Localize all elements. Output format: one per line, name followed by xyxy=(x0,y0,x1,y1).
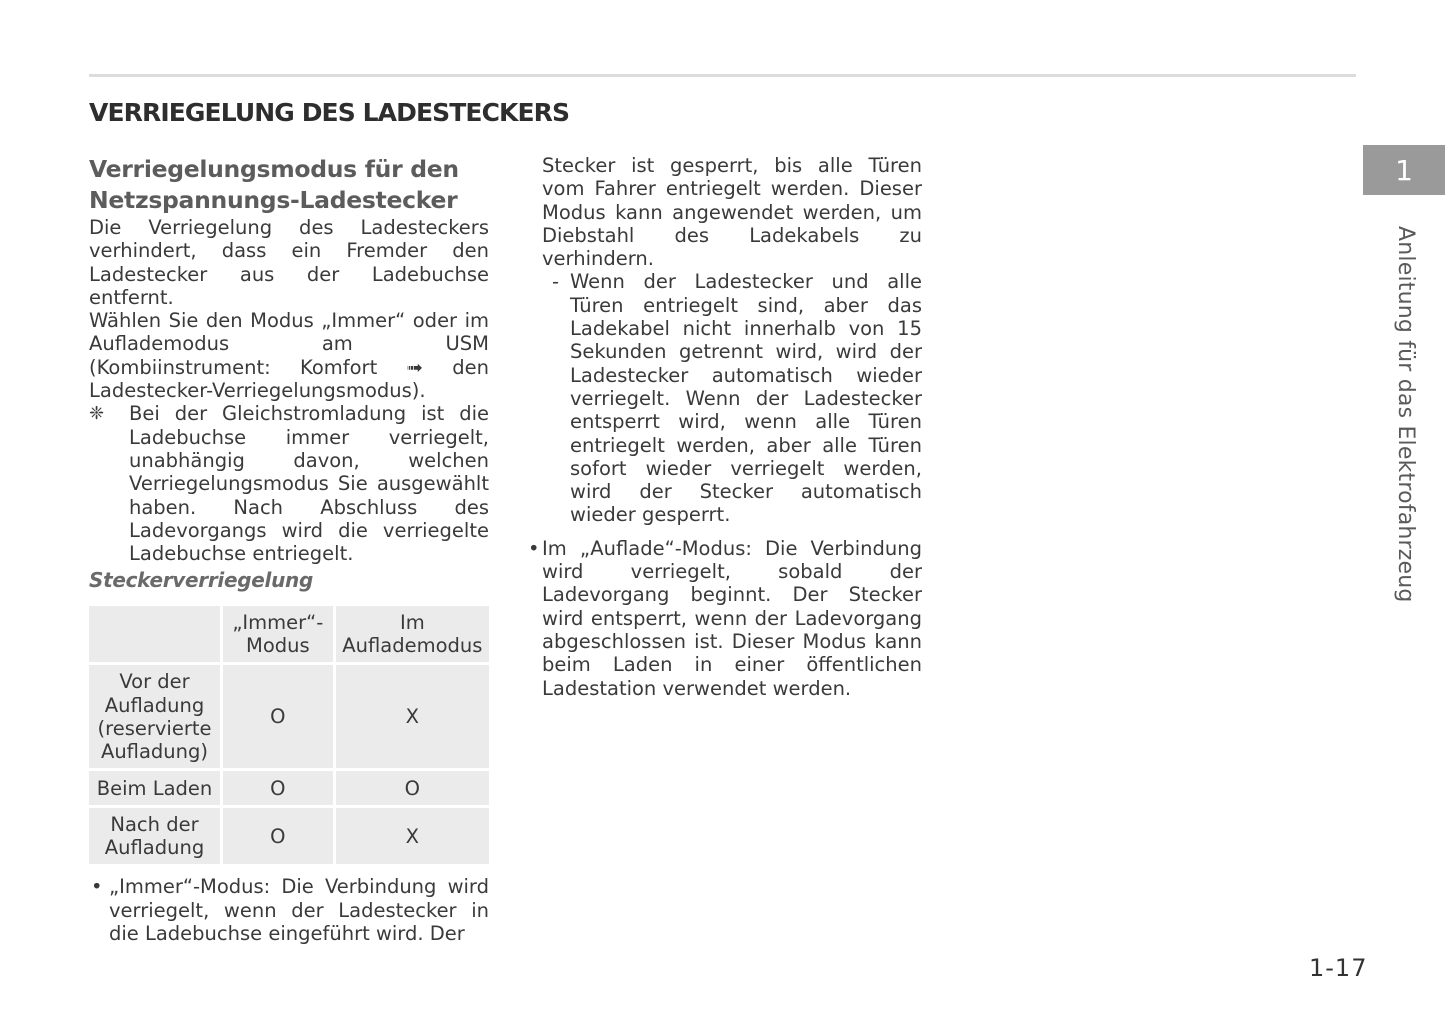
note-text: Bei der Gleichstromladung ist die Ladebuchse immer verriegelt, unabhängig davon, welchen Verriegelungsmodus Sie ausgewählt haben. Nach Abschluss des Ladevorgangs wird die verriegelte Ladebuchse entriegelt. xyxy=(129,402,489,566)
table-header-auflade: Im Auflademodus xyxy=(336,606,489,662)
table-heading: Steckerverriegelung xyxy=(89,568,313,593)
row-label: Vor der Aufladung (reservierte Aufladung) xyxy=(89,665,220,768)
instruction-text-start: Wählen Sie den Modus „Immer“ oder im Auflademodus am USM (Kombiinstrument: Komfort xyxy=(89,309,489,379)
immer-mode-text-start: „Immer“-Modus: Die Verbindung wird verriegelt, wenn der Ladestecker in die Ladebuchse eingeführt wird. Der xyxy=(109,875,489,946)
table-row xyxy=(89,808,489,864)
dc-charging-note xyxy=(89,402,489,565)
cell-auflade: O xyxy=(336,771,489,805)
table-header-row xyxy=(89,606,489,662)
cell-immer: O xyxy=(223,771,333,805)
table-row xyxy=(89,665,489,768)
immer-mode-bullet xyxy=(89,875,489,945)
table-header-empty xyxy=(89,606,220,662)
note-asterisk-icon: ❈ xyxy=(89,403,105,425)
left-column xyxy=(89,154,489,945)
bullet-icon: • xyxy=(91,875,103,899)
cell-auflade: X xyxy=(336,665,489,768)
section-title: VERRIEGELUNG DES LADESTECKERS xyxy=(89,98,570,127)
cell-immer: O xyxy=(223,808,333,864)
chapter-tab: 1 xyxy=(1363,145,1445,195)
middle-column xyxy=(528,154,922,700)
row-label: Beim Laden xyxy=(89,771,220,805)
auflade-mode-bullet xyxy=(528,537,922,700)
unlock-dash-item xyxy=(542,270,922,526)
intro-paragraph: Die Verriegelung des Ladesteckers verhindert, dass ein Fremder den Ladestecker aus der Ladebuchse entfernt. xyxy=(89,216,489,309)
unlock-dash-text: Wenn der Ladestecker und alle Türen entriegelt sind, aber das Ladekabel nicht innerhalb von 15 Sekunden getrennt wird, wird der Ladestecker automatisch wieder verriegelt. Wenn der Ladestecker entsperrt wird, wenn alle Türen entriegelt werden, aber alle Türen sofort wieder verriegelt werden, wird der Stecker automatisch wieder gesperrt. xyxy=(570,270,922,527)
cell-immer: O xyxy=(223,665,333,768)
table-header-immer: „Immer“-Modus xyxy=(223,606,333,662)
instruction-text-end: den Ladestecker-Verriegelungsmodus). xyxy=(89,355,489,403)
instruction-paragraph xyxy=(89,309,489,402)
bullet-icon: • xyxy=(528,536,540,560)
dash-icon: - xyxy=(552,270,560,294)
table-row xyxy=(89,771,489,805)
cell-auflade: X xyxy=(336,808,489,864)
subsection-title xyxy=(89,154,489,216)
page-number: 1-17 xyxy=(1309,954,1368,982)
row-label: Nach der Aufladung xyxy=(89,808,220,864)
immer-mode-text-continued: Stecker ist gesperrt, bis alle Türen vom Fahrer entriegelt werden. Dieser Modus kann angewendet werden, um Diebstahl des Ladekabels zu verhindern. xyxy=(542,154,922,271)
auflade-mode-text: Im „Auflade“-Modus: Die Verbindung wird verriegelt, sobald der Ladevorgang beginnt. Der Stecker wird entsperrt, wenn der Ladevorgang abgeschlossen ist. Dieser Modus kann beim Laden in einer öffentlichen Ladestation verwendet werden. xyxy=(542,536,922,700)
subsection-title-line1: Verriegelungsmodus für den xyxy=(89,155,459,183)
chapter-side-label: Anleitung für das Elektrofahrzeug xyxy=(1393,226,1418,603)
arrow-right-icon: ➟ xyxy=(406,355,423,379)
subsection-title-line2: Netzspannungs-Ladestecker xyxy=(89,186,458,214)
top-divider-rule xyxy=(89,74,1356,77)
plug-lock-table xyxy=(86,603,492,867)
